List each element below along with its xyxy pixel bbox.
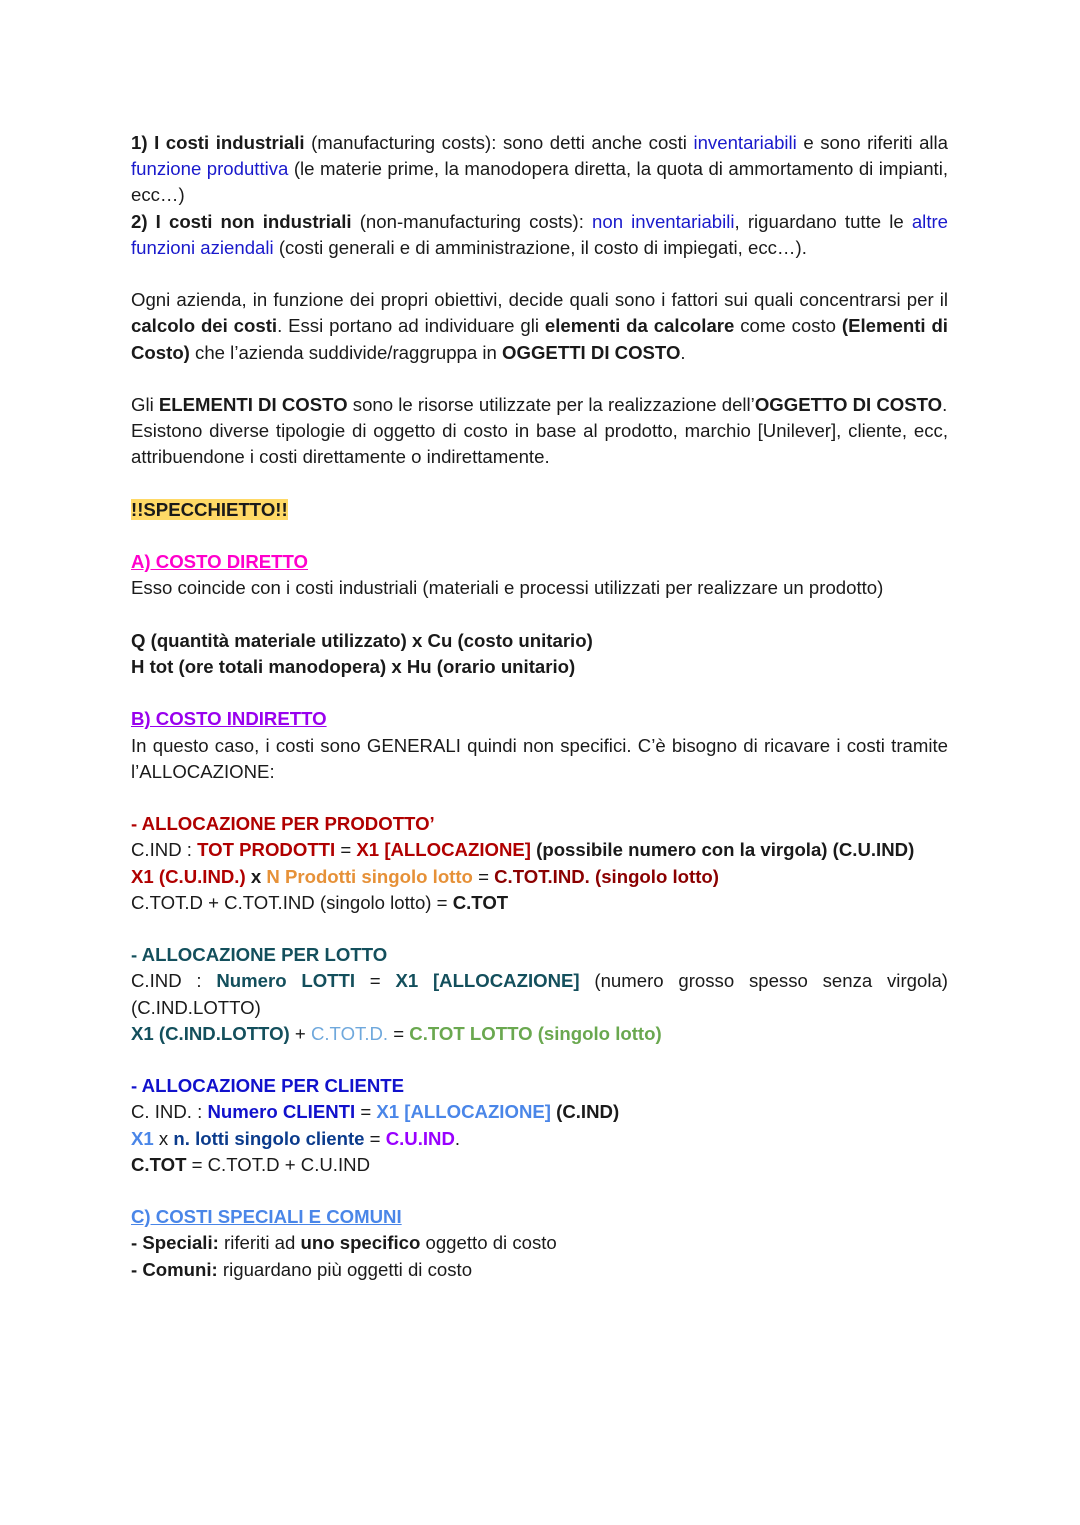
section-b-desc: In questo caso, i costi sono GENERALI quindi non specifici. C’è bisogno di ricavare i costi tramite l’ALLOCAZIONE: (131, 734, 948, 782)
formula-quantita: Q (quantità materiale utilizzato) x Cu (costo unitario) (131, 629, 593, 651)
specchietto-heading (131, 497, 948, 523)
costi-speciali: - Speciali: riferiti ad uno specifico oggetto di costo (131, 1232, 557, 1254)
allocazione-prodotto-line3: C.TOT.D + C.TOT.IND (singolo lotto) = C.TOT (131, 891, 509, 913)
allocazione-lotto-line2: X1 (C.IND.LOTTO) + C.TOT.D. = C.TOT LOTTO (singolo lotto) (131, 1022, 662, 1044)
allocazione-lotto-line1: C.IND : Numero LOTTI = X1 [ALLOCAZIONE] (numero grosso spesso senza virgola) (C.IND.LOTTO) (131, 970, 948, 1018)
paragraph-costi-industriali: 1) I costi industriali (manufacturing costs): sono detti anche costi inventariabili e sono riferiti alla funzione produttiva (le materie prime, la manodopera diretta, la quota di ammortamento di impianti, ecc…) (131, 132, 949, 206)
paragraph-tipologie: Esistono diverse tipologie di oggetto di costo in base al prodotto, marchio [Unilever], cliente, ecc, attribuendone i costi direttamente o indirettamente. (131, 420, 948, 468)
section-c-title: C) COSTI SPECIALI E COMUNI (131, 1206, 402, 1228)
allocazione-lotto-title: - ALLOCAZIONE PER LOTTO (131, 944, 388, 966)
section-a-desc: Esso coincide con i costi industriali (materiali e processi utilizzati per realizzare un prodotto) (131, 577, 884, 599)
costi-comuni: - Comuni: riguardano più oggetti di costo (131, 1258, 473, 1280)
allocazione-cliente-line2: X1 x n. lotti singolo cliente = C.U.IND. (131, 1127, 461, 1149)
section-a-title: A) COSTO DIRETTO (131, 551, 308, 573)
section-b-title: B) COSTO INDIRETTO (131, 708, 327, 730)
paragraph-elementi-di-costo: Gli ELEMENTI DI COSTO sono le risorse utilizzate per la realizzazione dell’OGGETTO DI COSTO. (131, 394, 948, 415)
document-page (131, 130, 948, 1283)
allocazione-prodotto-title: - ALLOCAZIONE PER PRODOTTO’ (131, 813, 435, 835)
highlight-badge: !!SPECCHIETTO!! (131, 498, 288, 520)
allocazione-prodotto-line1: C.IND : TOT PRODOTTI = X1 [ALLOCAZIONE] (possibile numero con la virgola) (C.U.IND) (131, 839, 915, 861)
paragraph-calcolo-costi: Ogni azienda, in funzione dei propri obiettivi, decide quali sono i fattori sui quali concentrarsi per il calcolo dei costi. Essi portano ad individuare gli elementi da calcolare come costo (Elementi di Costo) che l’azienda suddivide/raggruppa in OGGETTI DI COSTO. (131, 289, 948, 363)
paragraph-costi-non-industriali: 2) I costi non industriali (non-manufacturing costs): non inventariabili, riguardano tutte le altre funzioni aziendali (costi generali e di amministrazione, il costo di impiegati, ecc…). (131, 210, 949, 258)
allocazione-cliente-title: - ALLOCAZIONE PER CLIENTE (131, 1075, 405, 1097)
allocazione-cliente-line3: C.TOT = C.TOT.D + C.U.IND (131, 1153, 370, 1175)
formula-ore: H tot (ore totali manodopera) x Hu (orario unitario) (131, 655, 576, 677)
allocazione-prodotto-line2: X1 (C.U.IND.) x N Prodotti singolo lotto = C.TOT.IND. (singolo lotto) (131, 865, 719, 887)
allocazione-cliente-line1: C. IND. : Numero CLIENTI = X1 [ALLOCAZIONE] (C.IND) (131, 1101, 620, 1123)
